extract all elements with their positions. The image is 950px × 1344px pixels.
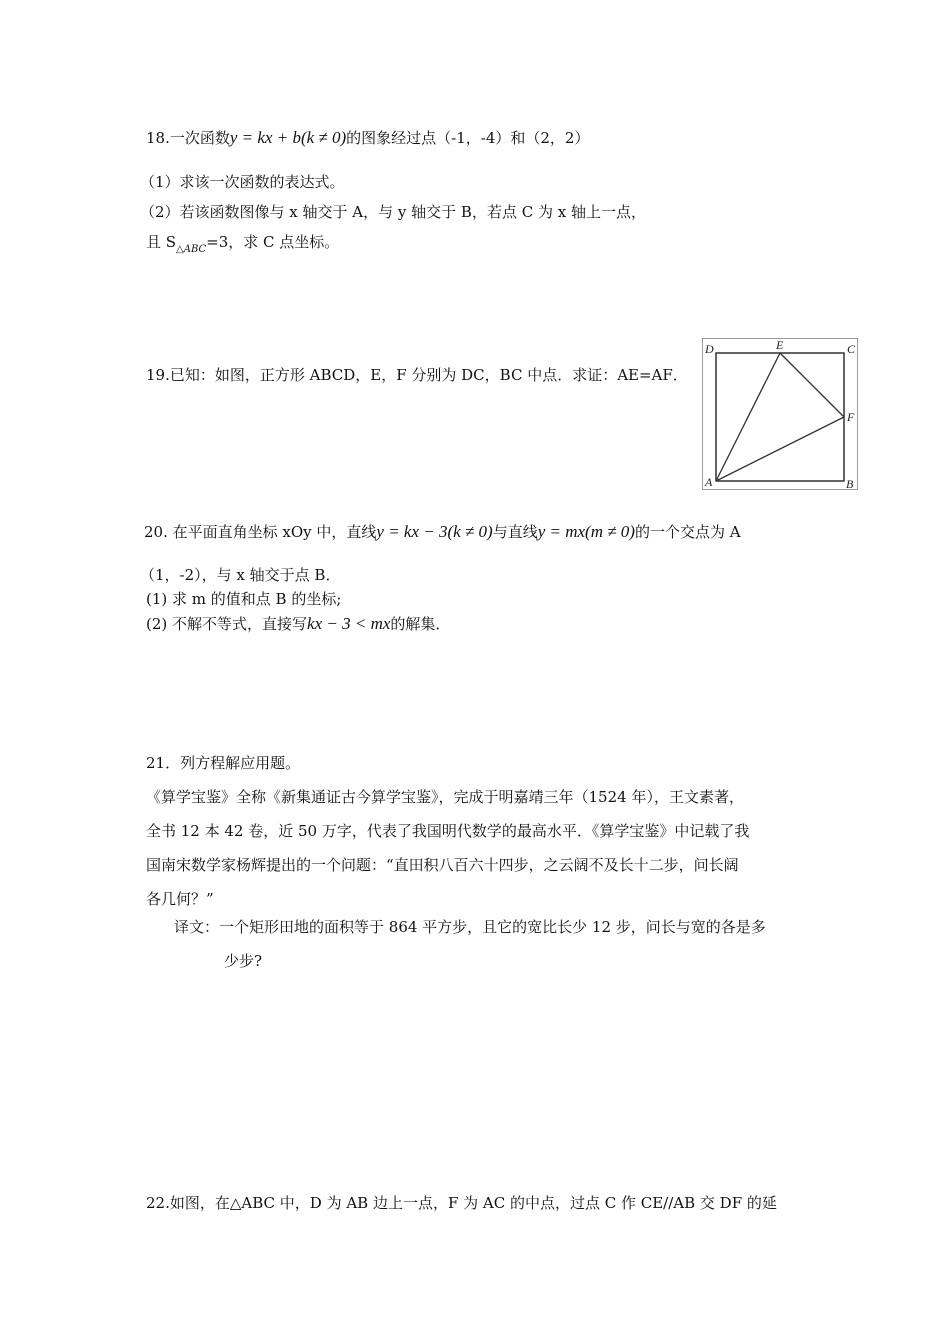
segment-af	[716, 417, 844, 481]
q20-line1-mid: 与直线	[492, 523, 538, 541]
q18-area-subscript: △ABC	[176, 244, 207, 255]
q18-part3-post: =3，求 C 点坐标。	[206, 233, 340, 251]
square-figure	[702, 338, 858, 490]
q20-line2: （1，-2），与 x 轴交于点 B．	[140, 566, 341, 584]
q19-stem: 19.已知：如图，正方形 ABCD，E，F 分别为 DC，BC 中点．求证：AE=AF．	[146, 366, 688, 384]
label-d: D	[705, 342, 714, 356]
q18-prefix: 18.一次函数	[146, 129, 230, 147]
q20-inequality: kx − 3 < mx	[307, 614, 391, 633]
segment-ae	[716, 353, 780, 481]
label-a: A	[705, 475, 713, 489]
q20-part1: (1) 求 m 的值和点 B 的坐标;	[146, 590, 342, 608]
q21-para-line1: 《算学宝鉴》全称《新集通证古今算学宝鉴》，完成于明嘉靖三年（1524 年），王文素著，	[146, 788, 744, 806]
q21-para-line3: 国南宋数学家杨辉提出的一个问题：“直田积八百六十四步，之云阔不及长十二步，问长阔	[146, 856, 739, 874]
square-abcd	[716, 353, 844, 481]
label-c: C	[847, 342, 856, 356]
q18-formula: y = kx + b(k ≠ 0)	[229, 128, 347, 147]
q21-para-line4: 各几何？”	[146, 890, 214, 908]
segment-ef	[780, 353, 844, 417]
label-f: F	[847, 410, 855, 424]
q18-stem	[146, 128, 589, 148]
q20-part2-post: 的解集．	[390, 615, 451, 633]
q20-line1-pre: 20. 在平面直角坐标 xOy 中，直线	[144, 523, 377, 541]
q20-part2-pre: (2) 不解不等式，直接写	[146, 615, 308, 633]
q21-translation-line1: 译文：一个矩形田地的面积等于 864 平方步，且它的宽比长少 12 步，问长与宽的各是多	[174, 918, 766, 936]
q18-part3	[146, 232, 339, 260]
q18-part2: （2）若该函数图像与 x 轴交于 A，与 y 轴交于 B，若点 C 为 x 轴上一点，	[140, 203, 646, 221]
q21-para-line2: 全书 12 本 42 卷，近 50 万字，代表了我国明代数学的最高水平．《算学宝鉴》中记载了我	[146, 822, 750, 840]
label-e: E	[776, 338, 784, 352]
q20-formula2: y = mx(m ≠ 0)	[537, 522, 635, 541]
q18-suffix: 的图象经过点（-1，-4）和（2，2）	[346, 129, 590, 147]
label-b: B	[846, 477, 854, 490]
q20-line1-post: 的一个交点为 A	[634, 523, 741, 541]
q21-translation-line2: 少步?	[224, 952, 263, 970]
q18-part1: （1）求该一次函数的表达式。	[140, 173, 345, 191]
figure-frame	[703, 339, 858, 490]
q18-part3-pre: 且 S	[146, 233, 177, 251]
q20-part2	[146, 614, 450, 634]
q22-stem: 22.如图，在△ABC 中，D 为 AB 边上一点，F 为 AC 的中点，过点 C 作 CE//AB 交 DF 的延	[146, 1194, 777, 1212]
q20-formula1: y = kx − 3(k ≠ 0)	[376, 522, 493, 541]
q20-stem	[144, 522, 741, 542]
q21-title: 21．列方程解应用题。	[146, 754, 301, 772]
